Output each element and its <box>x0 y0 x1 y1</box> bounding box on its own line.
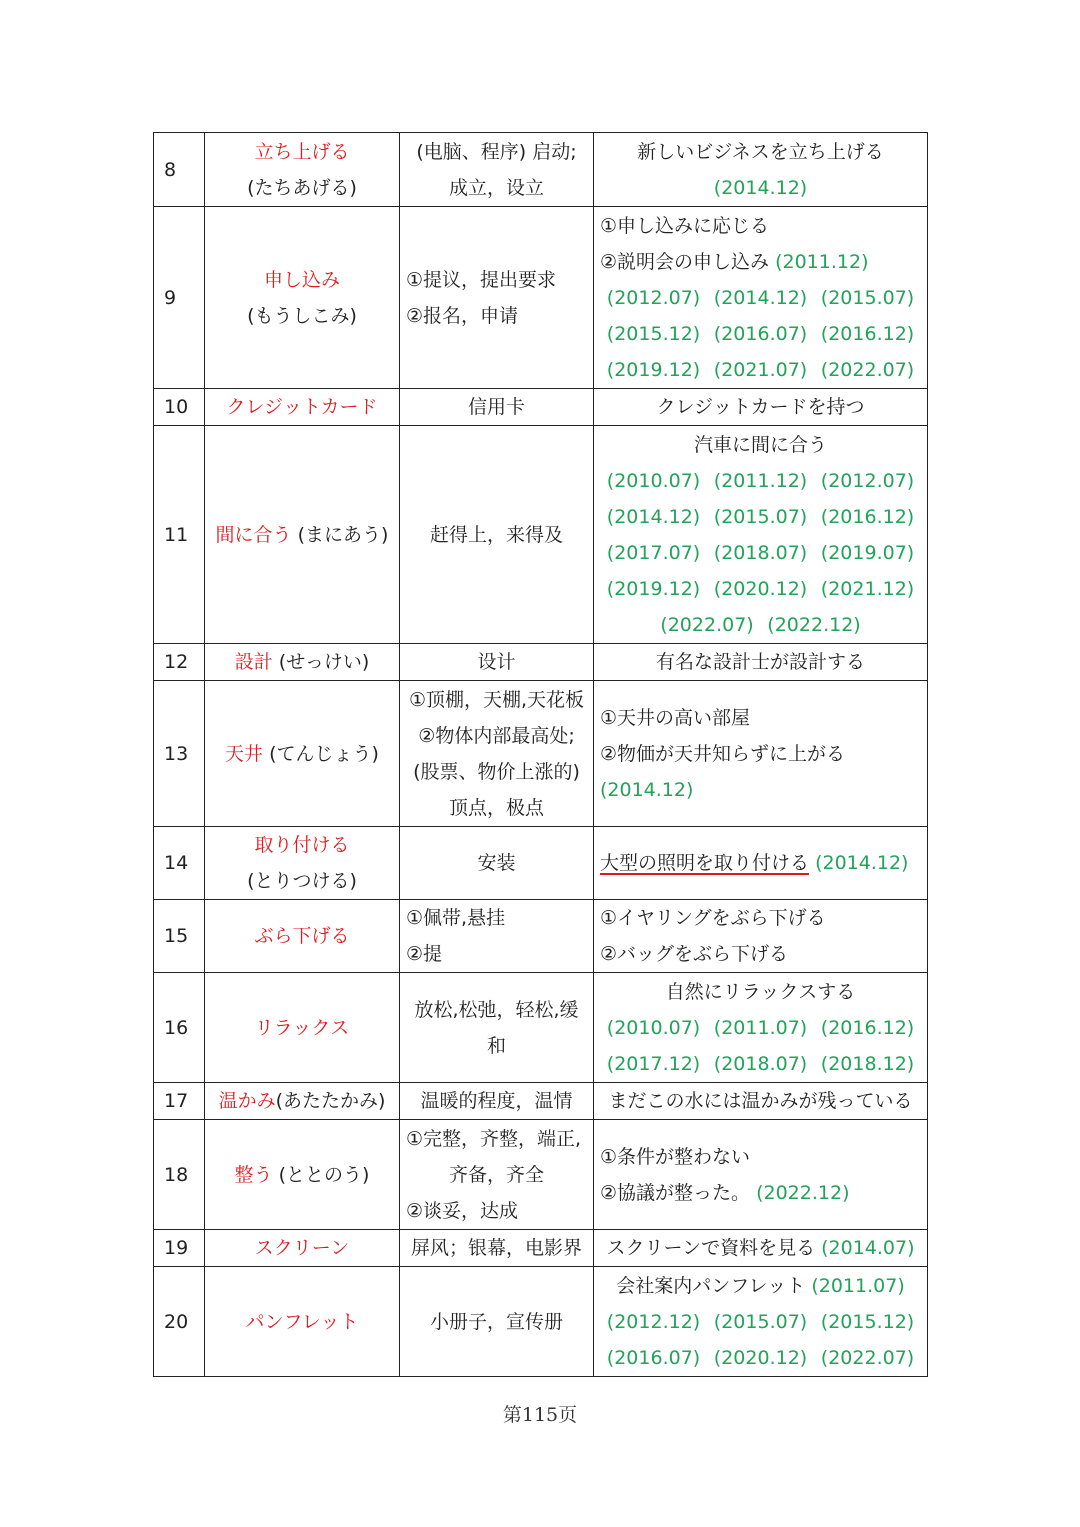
row-number: 10 <box>154 389 205 426</box>
row-number: 14 <box>154 827 205 900</box>
exam-date: (2014.12) <box>713 176 808 199</box>
exam-date: (2016.12) <box>820 322 915 345</box>
vocabulary-table <box>153 132 928 1377</box>
table-row <box>154 1267 928 1377</box>
exam-date: (2017.07) <box>606 541 701 564</box>
exam-date: (2014.12) <box>713 286 808 309</box>
exam-date: (2014.07) <box>821 1237 915 1259</box>
example-line: ①条件が整わない <box>600 1145 751 1168</box>
exam-date: (2016.12) <box>820 1016 915 1039</box>
example-line: スクリーンで資料を見る <box>606 1237 816 1259</box>
table-row <box>154 1120 928 1230</box>
word-cell <box>205 389 400 426</box>
example-line: 大型の照明を取り付ける <box>600 852 810 874</box>
meaning-cell <box>400 207 594 389</box>
row-number: 8 <box>154 133 205 207</box>
example-line: 新しいビジネスを立ち上げる <box>637 140 884 163</box>
meaning-line: 齐备，齐全 <box>448 1163 544 1186</box>
example-cell <box>594 426 928 644</box>
example-line: ①天井の高い部屋 <box>600 706 751 729</box>
word-reading: (せっけい) <box>278 651 370 673</box>
example-line: ②説明会の申し込み <box>600 250 770 273</box>
example-line: クレジットカードを持つ <box>656 396 865 418</box>
word-reading: (まにあう) <box>297 523 389 546</box>
word-cell <box>205 133 400 207</box>
meaning-line: ②物体内部最高处; <box>418 724 575 747</box>
word-term: パンフレット <box>245 1310 359 1333</box>
word-term: 温かみ <box>218 1090 276 1112</box>
exam-date: (2012.12) <box>606 1310 701 1333</box>
exam-date: (2015.12) <box>820 1310 915 1333</box>
row-number: 11 <box>154 426 205 644</box>
word-cell <box>205 426 400 644</box>
exam-date: (2016.07) <box>713 322 808 345</box>
meaning-cell <box>400 133 594 207</box>
example-line: 会社案内パンフレット <box>616 1274 806 1297</box>
example-cell <box>594 900 928 973</box>
example-cell <box>594 644 928 681</box>
exam-date: (2019.07) <box>820 541 915 564</box>
exam-date: (2012.07) <box>606 286 701 309</box>
word-cell <box>205 900 400 973</box>
meaning-cell <box>400 1083 594 1120</box>
exam-date: (2022.12) <box>767 613 861 636</box>
row-number: 19 <box>154 1230 205 1267</box>
row-number: 17 <box>154 1083 205 1120</box>
table-row <box>154 827 928 900</box>
word-term: 取り付ける <box>254 834 350 856</box>
exam-date: (2015.07) <box>820 286 915 309</box>
exam-date: (2019.12) <box>606 358 701 381</box>
exam-date: (2014.12) <box>815 852 909 874</box>
word-term: 立ち上げる <box>254 140 350 163</box>
exam-date: (2015.07) <box>713 505 808 528</box>
example-cell <box>594 389 928 426</box>
table-row <box>154 644 928 681</box>
example-cell <box>594 1267 928 1377</box>
table-row <box>154 1083 928 1120</box>
exam-date: (2021.12) <box>820 577 915 600</box>
meaning-line: (股票、物价上涨的) <box>413 760 580 783</box>
exam-date: (2011.12) <box>713 469 808 492</box>
table-row <box>154 389 928 426</box>
example-cell <box>594 133 928 207</box>
exam-date: (2022.07) <box>660 613 754 636</box>
exam-date: (2016.07) <box>606 1346 701 1369</box>
exam-date: (2018.07) <box>713 541 808 564</box>
example-cell <box>594 973 928 1083</box>
exam-date: (2020.12) <box>713 1346 808 1369</box>
example-line: ②バッグをぶら下げる <box>600 943 789 965</box>
word-cell <box>205 644 400 681</box>
example-line: 有名な設計士が設計する <box>655 651 865 673</box>
exam-date: (2011.12) <box>775 250 869 273</box>
exam-date: (2022.12) <box>756 1181 850 1204</box>
page-number: 第115页 <box>502 1404 578 1426</box>
meaning-cell <box>400 827 594 900</box>
meaning-line: 顶点，极点 <box>448 796 544 819</box>
exam-date: (2011.07) <box>713 1016 808 1039</box>
exam-date: (2014.12) <box>600 778 694 801</box>
table-row <box>154 133 928 207</box>
example-line: ②協議が整った。 <box>600 1181 751 1204</box>
row-number: 18 <box>154 1120 205 1230</box>
example-line: ②物価が天井知らずに上がる <box>600 742 846 765</box>
word-term: クレジットカード <box>226 396 378 418</box>
word-term: 整う <box>234 1163 273 1186</box>
table-row <box>154 426 928 644</box>
word-cell <box>205 1083 400 1120</box>
exam-date: (2010.07) <box>606 469 701 492</box>
table-row <box>154 973 928 1083</box>
row-number: 16 <box>154 973 205 1083</box>
table-row <box>154 900 928 973</box>
exam-date: (2014.12) <box>606 505 701 528</box>
table-row <box>154 1230 928 1267</box>
word-cell <box>205 1230 400 1267</box>
row-number: 12 <box>154 644 205 681</box>
exam-date: (2011.07) <box>811 1274 905 1297</box>
word-term: スクリーン <box>254 1237 350 1259</box>
exam-date: (2015.12) <box>606 322 701 345</box>
example-line: ①イヤリングをぶら下げる <box>600 907 826 929</box>
row-number: 15 <box>154 900 205 973</box>
word-cell <box>205 1267 400 1377</box>
meaning-line: 成立，设立 <box>448 176 544 199</box>
meaning-line: 赶得上，来得及 <box>429 523 563 546</box>
word-term: 設計 <box>234 651 273 673</box>
meaning-cell <box>400 1267 594 1377</box>
exam-date: (2015.07) <box>713 1310 808 1333</box>
meaning-line: 放松,松弛，轻松,缓和 <box>414 998 579 1057</box>
exam-date: (2010.07) <box>606 1016 701 1039</box>
exam-date: (2022.07) <box>820 1346 915 1369</box>
exam-date: (2022.07) <box>820 358 915 381</box>
meaning-line: ②谈妥，达成 <box>406 1199 519 1222</box>
meaning-line: ①提议，提出要求 <box>406 268 557 291</box>
meaning-cell <box>400 900 594 973</box>
word-reading: (とりつける) <box>247 870 357 892</box>
table-row <box>154 681 928 827</box>
example-cell <box>594 1083 928 1120</box>
meaning-cell <box>400 681 594 827</box>
exam-date: (2016.12) <box>820 505 915 528</box>
example-line: まだこの水には温かみが残っている <box>608 1090 913 1112</box>
meaning-line: 小册子，宣传册 <box>429 1310 563 1333</box>
exam-date: (2018.07) <box>713 1052 808 1075</box>
row-number: 9 <box>154 207 205 389</box>
meaning-line: 温暖的程度，温情 <box>420 1090 573 1112</box>
example-cell <box>594 1230 928 1267</box>
word-reading: (たちあげる) <box>247 176 357 199</box>
row-number: 20 <box>154 1267 205 1377</box>
word-cell <box>205 681 400 827</box>
word-cell <box>205 1120 400 1230</box>
meaning-line: 屏风；银幕，电影界 <box>410 1237 582 1259</box>
word-reading: (ととのう) <box>278 1163 370 1186</box>
row-number: 13 <box>154 681 205 827</box>
meaning-line: ②报名，申请 <box>406 304 519 327</box>
word-cell <box>205 827 400 900</box>
word-term: 間に合う <box>215 523 292 546</box>
meaning-cell <box>400 973 594 1083</box>
table-row <box>154 207 928 389</box>
meaning-line: ①佩带,悬挂 <box>406 907 506 929</box>
example-line: 自然にリラックスする <box>665 980 856 1003</box>
meaning-cell <box>400 644 594 681</box>
exam-date: (2020.12) <box>713 577 808 600</box>
meaning-line: 信用卡 <box>467 396 525 418</box>
example-line: ①申し込みに応じる <box>600 214 770 237</box>
meaning-cell <box>400 1120 594 1230</box>
meaning-line: ①顶棚，天棚,天花板 <box>408 688 585 711</box>
word-term: 申し込み <box>263 268 340 291</box>
exam-date: (2018.12) <box>820 1052 915 1075</box>
meaning-line: ①完整，齐整，端正, <box>406 1127 582 1150</box>
example-cell <box>594 1120 928 1230</box>
word-reading: (あたたかみ) <box>275 1090 386 1112</box>
example-cell <box>594 681 928 827</box>
word-term: ぶら下げる <box>254 925 350 947</box>
meaning-cell <box>400 389 594 426</box>
exam-date: (2012.07) <box>820 469 915 492</box>
meaning-line: (电脑、程序) 启动; <box>416 140 577 163</box>
meaning-line: 安装 <box>477 852 516 874</box>
meaning-cell <box>400 426 594 644</box>
exam-date: (2021.07) <box>713 358 808 381</box>
exam-date: (2017.12) <box>606 1052 701 1075</box>
example-line: 汽車に間に合う <box>693 433 827 456</box>
example-cell <box>594 207 928 389</box>
word-cell <box>205 207 400 389</box>
word-reading: (てんじょう) <box>269 742 379 765</box>
word-term: 天井 <box>225 742 264 765</box>
word-cell <box>205 973 400 1083</box>
meaning-cell <box>400 1230 594 1267</box>
exam-date: (2019.12) <box>606 577 701 600</box>
word-term: リラックス <box>254 1016 350 1039</box>
meaning-line: 设计 <box>477 651 516 673</box>
example-cell <box>594 827 928 900</box>
meaning-line: ②提 <box>406 943 443 965</box>
word-reading: (もうしこみ) <box>247 304 357 327</box>
